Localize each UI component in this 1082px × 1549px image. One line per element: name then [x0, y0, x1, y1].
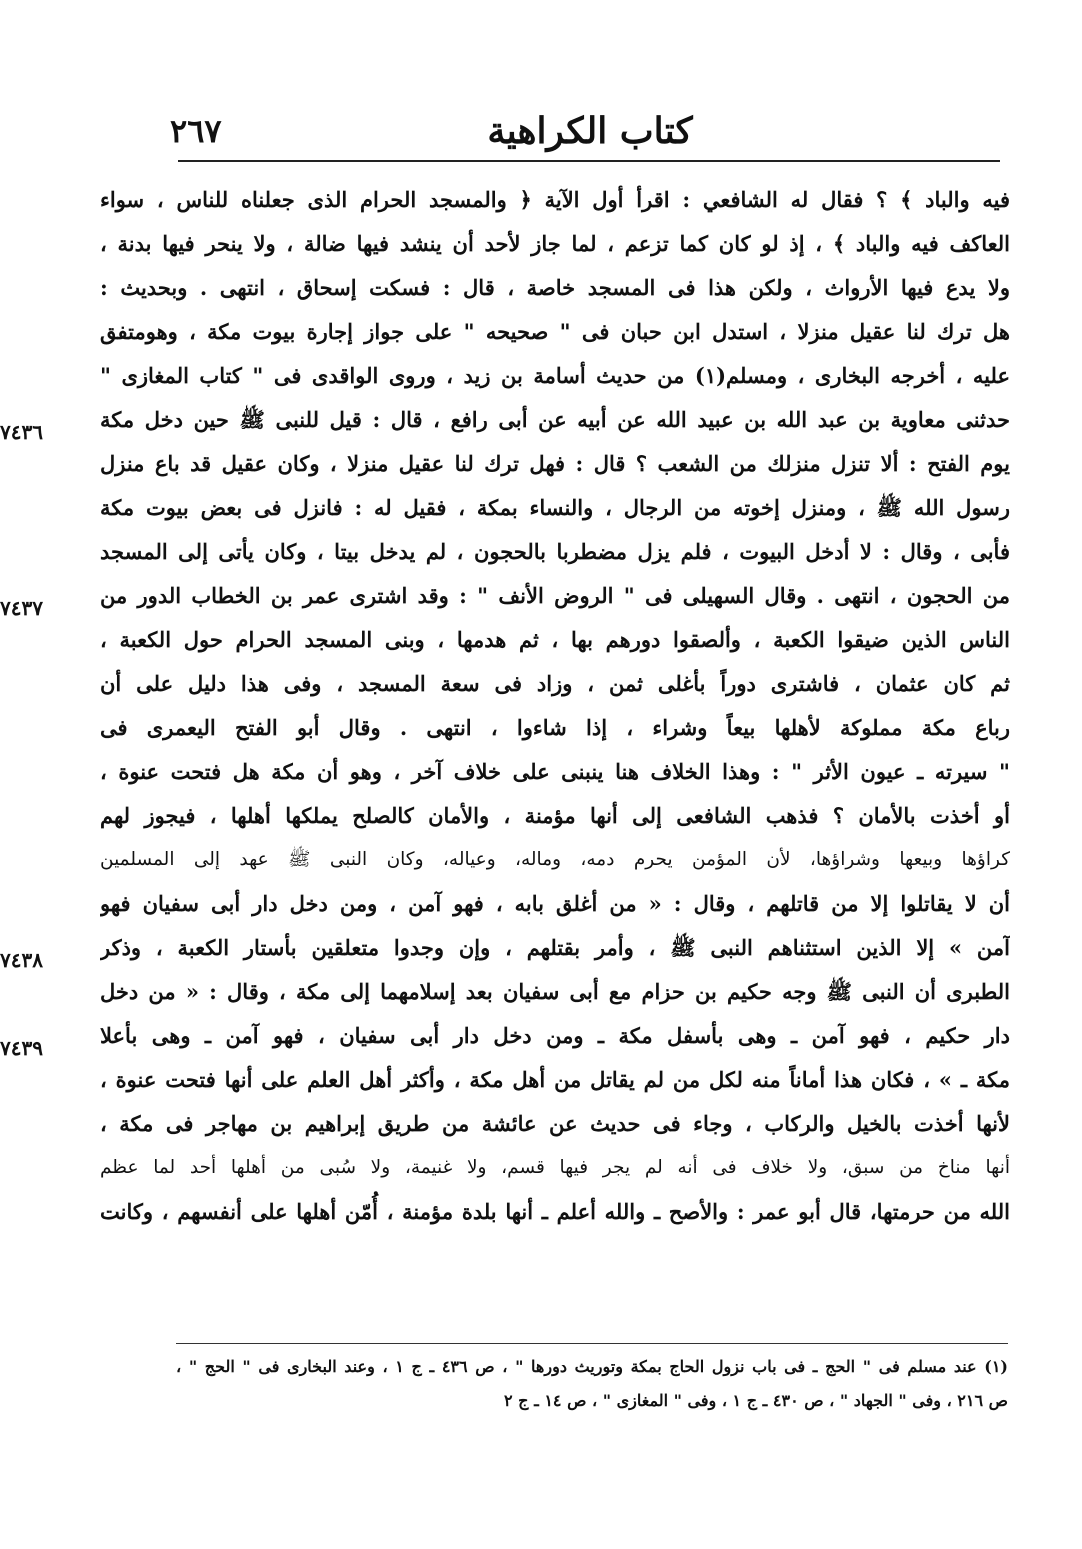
text-line: دار حكيم ، فهو آمن ـ وهى بأسفل مكة ـ ومن دخل دار أبى سفيان ، فهو آمن ـ وهى بأعلا: [100, 1023, 1010, 1048]
text-line: هل ترك لنا عقيل منزلا ، استدل ابن حبان فى " صحيحه " على جواز إجارة بيوت مكة ، وهومتفق: [100, 319, 1010, 344]
text-line: أن لا يقاتلوا إلا من قاتلهم ، وقال : « من أغلق بابه ، فهو آمن ، ومن دخل دار أبى سفيان فهو: [100, 891, 1010, 916]
text-line: أو أخذت بالأمان ؟ فذهب الشافعى إلى أنها مؤمنة ، والأمان كالصلح يملكها أهلها ، فيجوز لهم: [100, 803, 1010, 828]
text-line: الناس الذين ضيقوا الكعبة ، وألصقوا دورهم بها ، ثم هدمها ، وبنى المسجد الحرام حول الكعبة ،: [100, 627, 1010, 652]
hadith-number: ٧٤٣٩: [0, 1036, 43, 1060]
text-line: الله من حرمتها، قال أبو عمر : والأصح ـ والله أعلم ـ أنها بلدة مؤمنة ، أُمّن أهلها على أنفسهم ، وكانت: [100, 1199, 1010, 1224]
text-line: أنها مناخ من سبق، ولا خلاف فى أنه لم يجر فيها قسم، ولا غنيمة، ولا سُبى من أهلها أحد لما عظم: [100, 1157, 1010, 1178]
text-line: من الحجون ، انتهى . وقال السهيلى فى " الروض الأنف " : وقد اشترى عمر بن الخطاب الدور من: [100, 583, 1010, 608]
text-line: عليه ، أخرجه البخارى ، ومسلم(١) من حديث أسامة بن زيد ، وروى الواقدى فى " كتاب المغازى ": [100, 363, 1010, 388]
text-line: العاكف فيه والباد ﴾ ، إذ لو كان كما تزعم ، لما جاز لأحد أن ينشد فيها ضالة ، ولا ينحر فيها بدنة ،: [100, 231, 1010, 256]
footnote-line: (١) عند مسلم فى " الحج ـ فى باب نزول الحاج بمكة وتوريث دورها " ، ص ٤٣٦ ـ ج ١ ، وعند البخارى فى " الحج " ،: [176, 1357, 1008, 1376]
hadith-number: ٧٤٣٧: [0, 596, 43, 620]
body-text: [100, 178, 1010, 1234]
header-rule: [178, 160, 1000, 162]
hadith-number: ٧٤٣٨: [0, 948, 43, 972]
text-line: حدثنى معاوية بن عبد الله بن عبيد الله عن أبيه عن أبى رافع ، قال : قيل للنبى ﷺ حين دخل مكة: [100, 407, 1010, 432]
book-title: كتاب الكراهية: [487, 110, 693, 152]
text-line: فيه والباد ﴾ ؟ فقال له الشافعي : اقرأ أول الآية ﴿ والمسجد الحرام الذى جعلناه للناس ، سواء: [100, 187, 1010, 212]
text-line: مكة ـ » ، فكان هذا أماناً منه لكل من لم يقاتل من أهل مكة ، وأكثر أهل العلم على أنها فتحت عنوة ،: [100, 1067, 1010, 1092]
page-header: [170, 112, 1010, 162]
footnotes: [176, 1350, 1008, 1418]
text-line: كراؤها وبيعها وشراؤها، لأن المؤمن يحرم دمه، وماله، وعياله، وكان النبى ﷺ عهد إلى المسلمين: [100, 849, 1010, 870]
page-number: ٢٦٧: [170, 112, 222, 150]
text-line: يوم الفتح : ألا تنزل منزلك من الشعب ؟ قال : فهل ترك لنا عقيل منزلا ، وكان عقيل قد باع منزل: [100, 451, 1010, 476]
hadith-number: ٧٤٣٦: [0, 420, 43, 444]
text-line: رسول الله ﷺ ، ومنزل إخوته من الرجال ، والنساء بمكة ، فقيل له : فانزل فى بعض بيوت مكة: [100, 495, 1010, 520]
text-line: " سيرته ـ عيون الأثر " : وهذا الخلاف هنا ينبنى على خلاف آخر ، وهو أن مكة هل فتحت عنوة ،: [100, 759, 1010, 784]
text-line: الطبرى أن النبى ﷺ وجه حكيم بن حزام مع أبى سفيان بعد إسلامهما إلى مكة ، وقال : « من دخل: [100, 979, 1010, 1004]
text-line: فأبى ، وقال : لا أدخل البيوت ، فلم يزل مضطربا بالحجون ، لم يدخل بيتا ، وكان يأتى إلى المسجد: [100, 539, 1010, 564]
text-line: ولا يدع فيها الأرواث ، ولكن هذا فى المسجد خاصة ، قال : فسكت إسحاق ، انتهى . وبحديث :: [100, 275, 1010, 300]
text-line: رباع مكة مملوكة لأهلها بيعاً وشراء ، إذا شاءوا ، انتهى . وقال أبو الفتح اليعمرى فى: [100, 715, 1010, 740]
text-line: لأنها أخذت بالخيل والركاب ، وجاء فى حديث عن عائشة من طريق إبراهيم بن مهاجر فى مكة ،: [100, 1111, 1010, 1136]
footnote-line: ص ٢١٦ ، وفى " الجهاد " ، ص ٤٣٠ ـ ج ١ ، وفى " المغازى " ، ص ١٤ ـ ج ٢: [504, 1391, 1008, 1410]
footnote-rule: [176, 1343, 1008, 1344]
text-line: ثم كان عثمان ، فاشترى دوراً بأغلى ثمن ، وزاد فى سعة المسجد ، وفى هذا دليل على أن: [100, 671, 1010, 696]
text-line: آمن » إلا الذين استثناهم النبى ﷺ ، وأمر بقتلهم ، وإن وجدوا متعلقين بأستار الكعبة ، وذكر: [100, 935, 1010, 960]
